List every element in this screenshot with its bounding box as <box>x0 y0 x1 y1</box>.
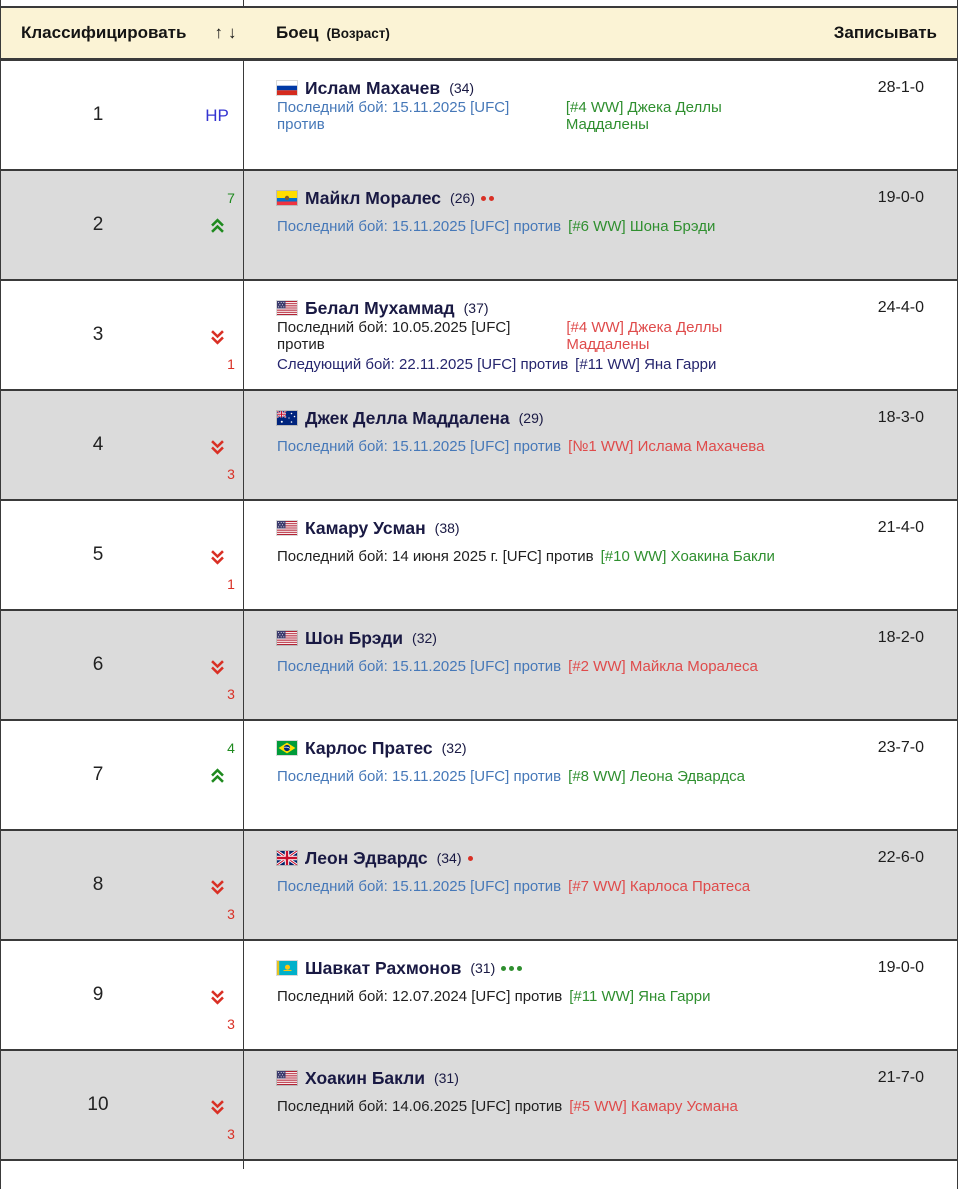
streak-dot <box>501 966 506 971</box>
fighter-record: 24-4-0 <box>877 299 924 316</box>
fighter-block <box>244 171 807 279</box>
movement-delta-down: 3 <box>227 686 235 702</box>
movement-down-icon <box>209 542 226 570</box>
movement-cell <box>181 171 253 279</box>
fighter-age: (32) <box>441 740 467 756</box>
streak-dots <box>481 196 494 201</box>
movement-delta-down: 1 <box>227 356 235 372</box>
fight-label: Последний бой: 15.11.2025 [UFC] против <box>277 437 562 455</box>
movement-down-icon <box>209 322 226 350</box>
opponent-link[interactable]: [#7 WW] Карлоса Пратеса <box>568 877 751 895</box>
record-cell <box>807 171 957 279</box>
fighter-name-link[interactable]: Шон Брэди <box>305 627 404 648</box>
rank-cell <box>1 831 171 939</box>
fight-info-line <box>277 1092 807 1120</box>
fight-lines <box>277 762 807 790</box>
fighter-name-line <box>277 1064 807 1092</box>
movement-delta-down: 3 <box>227 1016 235 1032</box>
rank-number: 9 <box>92 984 104 1005</box>
fighter-record: 21-7-0 <box>877 1069 924 1086</box>
fighter-block <box>244 61 807 169</box>
movement-down-icon <box>209 982 226 1010</box>
rank-column-header <box>1 23 243 43</box>
fighter-name-link[interactable]: Камару Усман <box>305 517 426 538</box>
rank-number: 6 <box>92 654 104 675</box>
fighter-name-link[interactable]: Шавкат Рахмонов <box>305 957 462 978</box>
fighter-name-link[interactable]: Карлос Пратес <box>305 737 433 758</box>
fight-label: Последний бой: 15.11.2025 [UFC] против <box>277 217 562 235</box>
record-cell <box>807 611 957 719</box>
country-flag-icon-us <box>277 1071 297 1085</box>
fighter-age: (38) <box>434 520 460 536</box>
rank-cell <box>1 941 171 1049</box>
fight-info-line <box>277 319 807 353</box>
record-cell <box>807 1051 957 1159</box>
movement-delta-up <box>195 1064 267 1092</box>
rank-cell <box>1 721 171 829</box>
movement-delta-down: 3 <box>227 906 235 922</box>
country-flag-icon-au <box>277 411 297 425</box>
fight-label: Последний бой: 12.07.2024 [UFC] против <box>277 987 563 1005</box>
fight-lines <box>277 212 807 240</box>
record-column-header <box>787 23 957 43</box>
fighter-block <box>244 721 807 829</box>
movement-delta-up <box>195 74 267 102</box>
sort-descending-icon[interactable]: ↓ <box>227 23 237 42</box>
fighter-record: 19-0-0 <box>877 959 924 976</box>
fighter-name-link[interactable]: Ислам Махачев <box>305 77 441 98</box>
table-row <box>1 501 957 611</box>
fighter-name-line <box>277 734 807 762</box>
fighter-record: 28-1-0 <box>877 79 924 96</box>
fighter-record: 23-7-0 <box>877 739 924 756</box>
fighter-name-line <box>277 954 807 982</box>
fighter-age: (34) <box>449 80 475 96</box>
movement-cell <box>181 941 253 1049</box>
fighter-block <box>244 941 807 1049</box>
age-column-label: (Возраст) <box>326 26 390 41</box>
fighter-age: (32) <box>412 630 437 646</box>
rank-number: 5 <box>92 544 104 565</box>
fighter-name-link[interactable]: Майкл Моралес <box>305 187 442 208</box>
fight-info-line <box>277 350 807 378</box>
table-row <box>1 611 957 721</box>
opponent-link[interactable]: [№1 WW] Ислама Махачева <box>568 437 765 455</box>
fighter-record-cell <box>243 61 957 169</box>
next-row-sliver <box>1 1161 957 1169</box>
movement-delta-down: 3 <box>227 466 235 482</box>
fighter-record-cell <box>243 941 957 1049</box>
movement-cell <box>181 281 253 389</box>
previous-row-sliver <box>1 0 957 6</box>
table-row <box>1 1051 957 1161</box>
country-flag-icon-kz <box>277 961 297 975</box>
rank-cell <box>1 391 171 499</box>
fight-info-line <box>277 212 807 240</box>
fighter-age: (31) <box>470 960 496 976</box>
fighter-record: 18-2-0 <box>877 629 924 646</box>
rank-number: 10 <box>87 1094 109 1115</box>
fight-lines <box>277 652 807 680</box>
table-row <box>1 171 957 281</box>
opponent-link[interactable]: [#4 WW] Джека Деллы Маддалены <box>566 319 723 353</box>
fighter-record-cell <box>243 171 957 279</box>
record-cell <box>807 831 957 939</box>
movement-cell <box>181 721 253 829</box>
fighter-block <box>244 1051 807 1159</box>
movement-delta-up <box>195 294 267 322</box>
fight-label: Последний бой: 14.06.2025 [UFC] против <box>277 1097 563 1115</box>
fighter-block <box>244 391 807 499</box>
table-row <box>1 61 957 171</box>
movement-delta-up <box>195 624 267 652</box>
fight-lines <box>277 982 807 1010</box>
record-cell <box>807 941 957 1049</box>
fight-lines <box>277 1092 807 1120</box>
fighter-block <box>244 501 807 609</box>
table-header <box>1 6 957 61</box>
fight-info-line <box>277 872 807 900</box>
fight-info-line <box>277 432 807 460</box>
fight-lines <box>277 99 807 133</box>
movement-delta-up: 7 <box>227 190 235 206</box>
fighter-name-line <box>277 624 807 652</box>
fighter-record-cell <box>243 831 957 939</box>
movement-cell <box>181 611 253 719</box>
sort-ascending-icon[interactable]: ↑ <box>214 23 223 42</box>
movement-delta-up <box>195 514 267 542</box>
fighter-record: 19-0-0 <box>877 189 924 206</box>
fighter-name-link[interactable]: Джек Делла Маддалена <box>305 407 510 428</box>
fight-label: Последний бой: 15.11.2025 [UFC] против <box>277 877 562 895</box>
streak-dot <box>468 856 473 861</box>
fight-info-line <box>277 652 807 680</box>
opponent-link[interactable]: [#4 WW] Джека Деллы Маддалены <box>565 99 722 133</box>
column-divider <box>243 0 244 6</box>
fight-lines <box>277 319 807 378</box>
rank-number: 7 <box>92 764 104 785</box>
opponent-link[interactable]: [#5 WW] Камару Усмана <box>569 1097 738 1115</box>
movement-delta-up <box>195 844 267 872</box>
record-cell <box>807 281 957 389</box>
rank-cell <box>1 1051 171 1159</box>
movement-delta-up: 4 <box>227 740 235 756</box>
fighter-record-cell <box>243 391 957 499</box>
record-cell <box>807 721 957 829</box>
streak-dots <box>468 856 473 861</box>
column-divider <box>243 1161 244 1169</box>
streak-dot <box>489 196 494 201</box>
fighter-record: 21-4-0 <box>877 519 924 536</box>
movement-delta-down <box>195 130 267 158</box>
fighter-name-line <box>277 184 807 212</box>
movement-cell <box>181 61 253 169</box>
fighter-record: 18-3-0 <box>877 409 924 426</box>
fight-lines <box>277 542 807 570</box>
table-row <box>1 391 957 501</box>
fighter-name-line <box>277 844 807 872</box>
country-flag-icon-ru <box>277 81 297 95</box>
fighter-column-header <box>243 23 787 43</box>
fighter-name-line <box>277 514 807 542</box>
rank-cell <box>1 171 171 279</box>
fighter-record-cell <box>243 281 957 389</box>
country-flag-icon-ec <box>277 191 297 205</box>
table-row <box>1 941 957 1051</box>
movement-down-icon <box>209 1092 226 1120</box>
movement-cell <box>181 831 253 939</box>
fighter-name-line <box>277 294 807 322</box>
fighter-age: (34) <box>436 850 462 866</box>
table-row <box>1 281 957 391</box>
movement-delta-down: 3 <box>227 1126 235 1142</box>
streak-dot <box>517 966 522 971</box>
fight-label: Следующий бой: 22.11.2025 [UFC] против <box>277 355 569 373</box>
movement-delta-up <box>195 954 267 982</box>
fighter-name-line <box>277 74 807 102</box>
movement-cell <box>181 391 253 499</box>
rank-number: 2 <box>92 214 104 235</box>
fighter-record: 22-6-0 <box>877 849 924 866</box>
fighter-block <box>244 831 807 939</box>
fighter-record-cell <box>243 611 957 719</box>
fight-label: Последний бой: 10.05.2025 [UFC] против <box>277 319 511 353</box>
movement-down-icon <box>209 872 226 900</box>
movement-delta-up <box>195 404 267 432</box>
rank-cell <box>1 611 171 719</box>
fight-label: Последний бой: 14 июня 2025 г. [UFC] против <box>277 547 594 565</box>
rank-number: 1 <box>92 104 104 125</box>
fight-label: Последний бой: 15.11.2025 [UFC] против <box>277 767 562 785</box>
rank-cell <box>1 501 171 609</box>
fight-info-line <box>277 99 807 133</box>
movement-down-icon <box>209 432 226 460</box>
table-row <box>1 831 957 941</box>
rank-cell <box>1 61 171 169</box>
fighter-record-cell <box>243 1051 957 1159</box>
fighter-block <box>244 281 807 389</box>
fighter-record-cell <box>243 721 957 829</box>
streak-dot <box>509 966 514 971</box>
fight-label: Последний бой: 15.11.2025 [UFC] против <box>277 99 510 133</box>
fight-info-line <box>277 542 807 570</box>
opponent-link[interactable]: [#11 WW] Яна Гарри <box>575 355 717 373</box>
fighter-name-link[interactable]: Хоакин Бакли <box>305 1067 425 1088</box>
country-flag-icon-us <box>277 301 297 315</box>
opponent-link[interactable]: [#10 WW] Хоакина Бакли <box>600 547 775 565</box>
country-flag-icon-us <box>277 631 297 645</box>
rank-number: 4 <box>92 434 104 455</box>
rank-column-label: Классифицировать <box>21 23 187 42</box>
movement-up-icon <box>209 762 226 790</box>
streak-dot <box>481 196 486 201</box>
fight-info-line <box>277 982 807 1010</box>
fight-info-line <box>277 762 807 790</box>
fighter-age: (31) <box>433 1070 459 1086</box>
movement-cell <box>181 501 253 609</box>
country-flag-icon-us <box>277 521 297 535</box>
fighter-record-cell <box>243 501 957 609</box>
fighter-name-line <box>277 404 807 432</box>
movement-delta-down <box>195 790 267 818</box>
movement-up-icon <box>209 212 226 240</box>
record-column-label: Записывать <box>833 23 937 42</box>
new-rank-badge: НР <box>205 106 229 125</box>
rank-number: 8 <box>92 874 104 895</box>
fight-label: Последний бой: 15.11.2025 [UFC] против <box>277 657 562 675</box>
fighter-column-label: Боец <box>276 23 319 42</box>
record-cell <box>807 61 957 169</box>
fighter-name-link[interactable]: Леон Эдвардс <box>305 847 428 868</box>
fight-lines <box>277 432 807 460</box>
movement-delta-down: 1 <box>227 576 235 592</box>
movement-cell <box>181 1051 253 1159</box>
sort-controls <box>214 23 236 43</box>
country-flag-icon-gb <box>277 851 297 865</box>
opponent-link[interactable]: [#6 WW] Шона Брэди <box>568 217 716 235</box>
fighter-age: (26) <box>450 190 475 206</box>
rank-number: 3 <box>92 324 104 345</box>
table-row <box>1 721 957 831</box>
opponent-link[interactable]: [#8 WW] Леона Эдвардса <box>568 767 745 785</box>
country-flag-icon-br <box>277 741 297 755</box>
fight-lines <box>277 872 807 900</box>
movement-indicator <box>205 102 229 130</box>
fighter-age: (37) <box>463 300 489 316</box>
streak-dots <box>501 966 522 971</box>
record-cell <box>807 391 957 499</box>
movement-down-icon <box>209 652 226 680</box>
fighter-name-link[interactable]: Белал Мухаммад <box>305 297 455 318</box>
movement-delta-down <box>195 240 267 268</box>
opponent-link[interactable]: [#11 WW] Яна Гарри <box>569 987 711 1005</box>
rank-cell <box>1 281 171 389</box>
record-cell <box>807 501 957 609</box>
fighter-block <box>244 611 807 719</box>
fighter-age: (29) <box>518 410 544 426</box>
rankings-table-body <box>1 61 957 1161</box>
opponent-link[interactable]: [#2 WW] Майкла Моралеса <box>568 657 758 675</box>
